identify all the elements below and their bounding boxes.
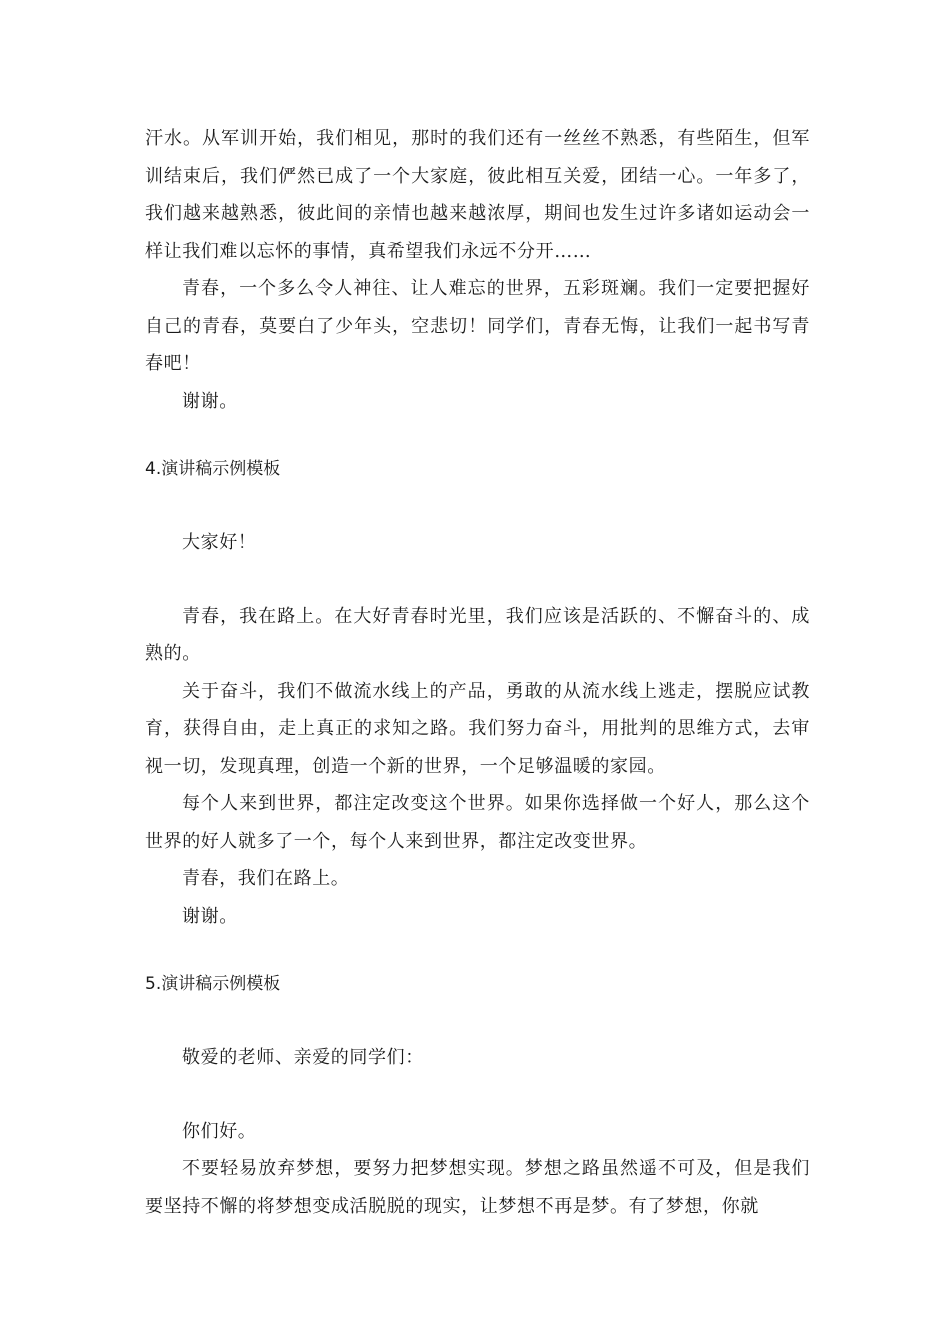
- greeting: 你们好。: [182, 1120, 257, 1142]
- paragraph: 青春，一个多么令人神往、让人难忘的世界，五彩斑斓。我们一定要把握好自己的青春，莫要白了少年头，空悲切！同学们，青春无悔，让我们一起书写青春吧！: [145, 278, 810, 374]
- paragraph: 不要轻易放弃梦想，要努力把梦想实现。梦想之路虽然遥不可及，但是我们要坚持不懈的将梦想变成活脱脱的现实，让梦想不再是梦。有了梦想，你就: [145, 1158, 810, 1217]
- section-heading: 4.演讲稿示例模板: [145, 459, 281, 479]
- salutation: 敬爱的老师、亲爱的同学们：: [182, 1047, 424, 1068]
- paragraph: 关于奋斗，我们不做流水线上的产品，勇敢的从流水线上逃走，摆脱应试教育，获得自由，走上真正的求知之路。我们努力奋斗，用批判的思维方式，去审视一切，发现真理，创造一个新的世界，一个足够温暖的家园。: [145, 680, 810, 777]
- paragraph: 青春，我在路上。在大好青春时光里，我们应该是活跃的、不懈奋斗的、成熟的。: [145, 605, 810, 664]
- document-page: [145, 120, 810, 1225]
- paragraph: 每个人来到世界，都注定改变这个世界。如果你选择做一个好人，那么这个世界的好人就多了一个，每个人来到世界，都注定改变世界。: [145, 793, 810, 852]
- section-heading: 5.演讲稿示例模板: [145, 974, 281, 994]
- paragraph: 青春，我们在路上。: [182, 868, 350, 889]
- paragraph: 汗水。从军训开始，我们相见，那时的我们还有一丝丝不熟悉，有些陌生，但军训结束后，我们俨然已成了一个大家庭，彼此相互关爱，团结一心。一年多了，我们越来越熟悉，彼此间的亲情也越来越浓厚，期间也发生过许多诸如运动会一样让我们难以忘怀的事情，真希望我们永远不分开……: [145, 128, 810, 262]
- greeting: 大家好！: [182, 532, 257, 553]
- paragraph: 谢谢。: [182, 390, 238, 412]
- paragraph: 谢谢。: [182, 905, 238, 927]
